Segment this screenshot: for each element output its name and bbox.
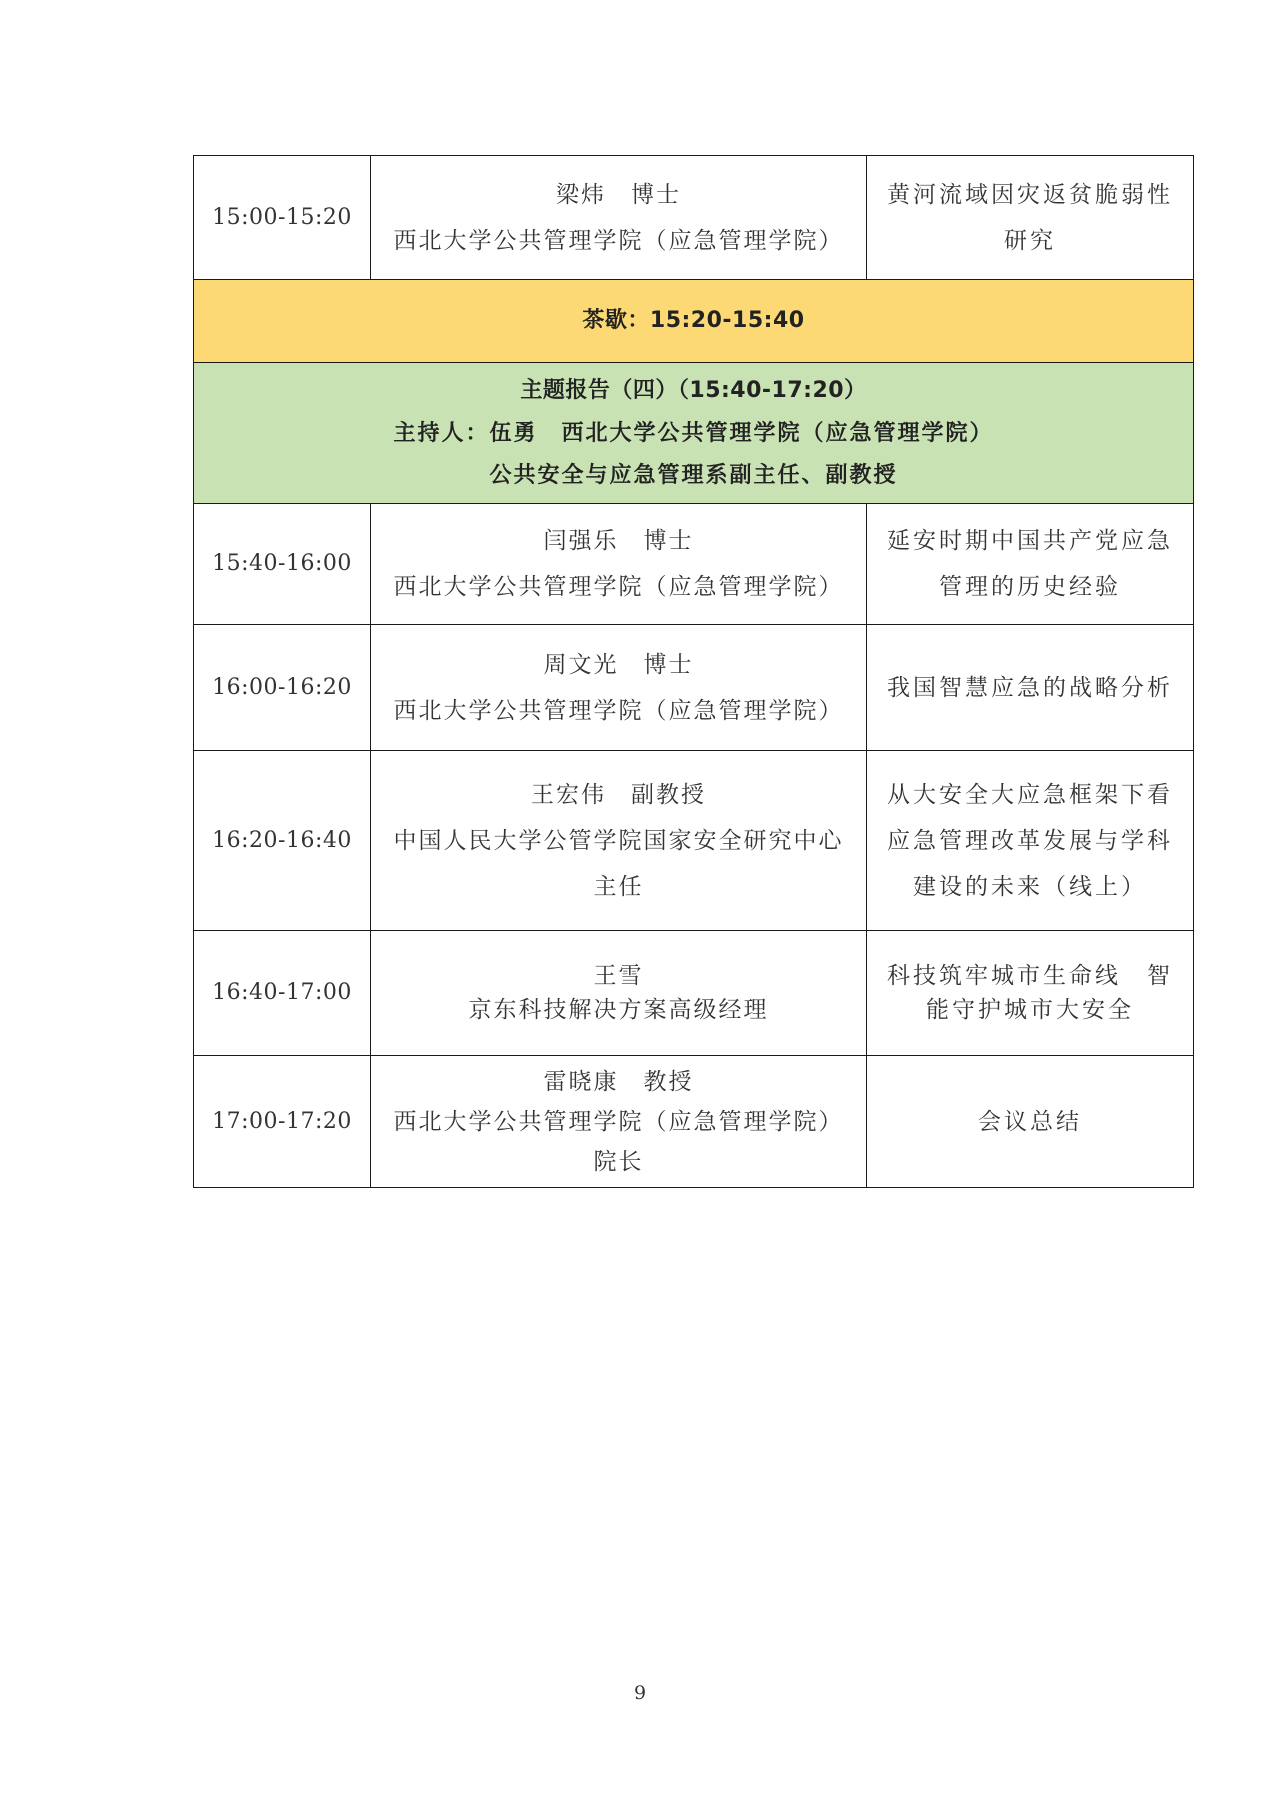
time-cell: 15:00-15:20 (194, 156, 371, 280)
topic-cell (867, 751, 1194, 931)
topic-line: 科技筑牢城市生命线 智 (887, 963, 1173, 989)
topic-cell (867, 1056, 1194, 1188)
topic-line: 建设的未来（线上） (913, 873, 1147, 900)
topic-line: 应急管理改革发展与学科 (887, 827, 1173, 854)
topic-cell (867, 504, 1194, 625)
topic-line: 会议总结 (978, 1108, 1082, 1135)
speaker-cell (371, 751, 867, 931)
topic-line: 我国智慧应急的战略分析 (887, 674, 1173, 701)
session-host-position: 公共安全与应急管理系副主任、副教授 (489, 462, 898, 488)
speaker-name: 王宏伟 副教授 (531, 781, 706, 808)
speaker-title: 主任 (593, 873, 644, 900)
topic-cell (867, 625, 1194, 751)
schedule-table (193, 155, 1194, 1188)
session-title: 主题报告（四）（15:40-17:20） (520, 378, 867, 403)
speaker-cell (371, 156, 867, 280)
table-row (194, 931, 1194, 1056)
topic-line: 能守护城市大安全 (926, 997, 1134, 1023)
speaker-name: 闫强乐 博士 (543, 528, 694, 554)
speaker-name: 王雪 (593, 963, 644, 989)
tea-break-row (194, 280, 1194, 363)
speaker-name: 梁炜 博士 (556, 181, 681, 208)
table-row (194, 156, 1194, 280)
speaker-name: 周文光 博士 (543, 651, 694, 678)
speaker-title: 院长 (593, 1148, 644, 1175)
topic-cell (867, 156, 1194, 280)
speaker-name: 雷晓康 教授 (543, 1068, 694, 1095)
table-row (194, 751, 1194, 931)
speaker-affiliation: 西北大学公共管理学院（应急管理学院） (393, 227, 844, 254)
topic-line: 黄河流域因灾返贫脆弱性 (887, 181, 1173, 208)
speaker-affiliation: 中国人民大学公管学院国家安全研究中心 (393, 827, 844, 854)
table-row (194, 504, 1194, 625)
speaker-affiliation: 西北大学公共管理学院（应急管理学院） (393, 574, 844, 600)
session-header-cell (194, 363, 1194, 504)
speaker-cell (371, 504, 867, 625)
topic-line: 从大安全大应急框架下看 (887, 781, 1173, 808)
speaker-cell (371, 1056, 867, 1188)
speaker-cell (371, 931, 867, 1056)
time-cell: 16:00-16:20 (194, 625, 371, 751)
time-cell: 17:00-17:20 (194, 1056, 371, 1188)
speaker-affiliation: 京东科技解决方案高级经理 (468, 997, 769, 1023)
table-row (194, 625, 1194, 751)
table-row (194, 1056, 1194, 1188)
session-header-row (194, 363, 1194, 504)
topic-line: 研究 (1004, 227, 1056, 254)
time-cell: 15:40-16:00 (194, 504, 371, 625)
speaker-affiliation: 西北大学公共管理学院（应急管理学院） (393, 697, 844, 724)
session-host: 主持人：伍勇 西北大学公共管理学院（应急管理学院） (393, 420, 994, 446)
speaker-affiliation: 西北大学公共管理学院（应急管理学院） (393, 1108, 844, 1135)
time-cell: 16:40-17:00 (194, 931, 371, 1056)
speaker-cell (371, 625, 867, 751)
page-number: 9 (633, 1682, 647, 1704)
topic-line: 管理的历史经验 (939, 574, 1121, 600)
tea-break-cell: 茶歇：15:20-15:40 (194, 280, 1194, 363)
topic-cell (867, 931, 1194, 1056)
time-cell: 16:20-16:40 (194, 751, 371, 931)
topic-line: 延安时期中国共产党应急 (887, 528, 1173, 554)
